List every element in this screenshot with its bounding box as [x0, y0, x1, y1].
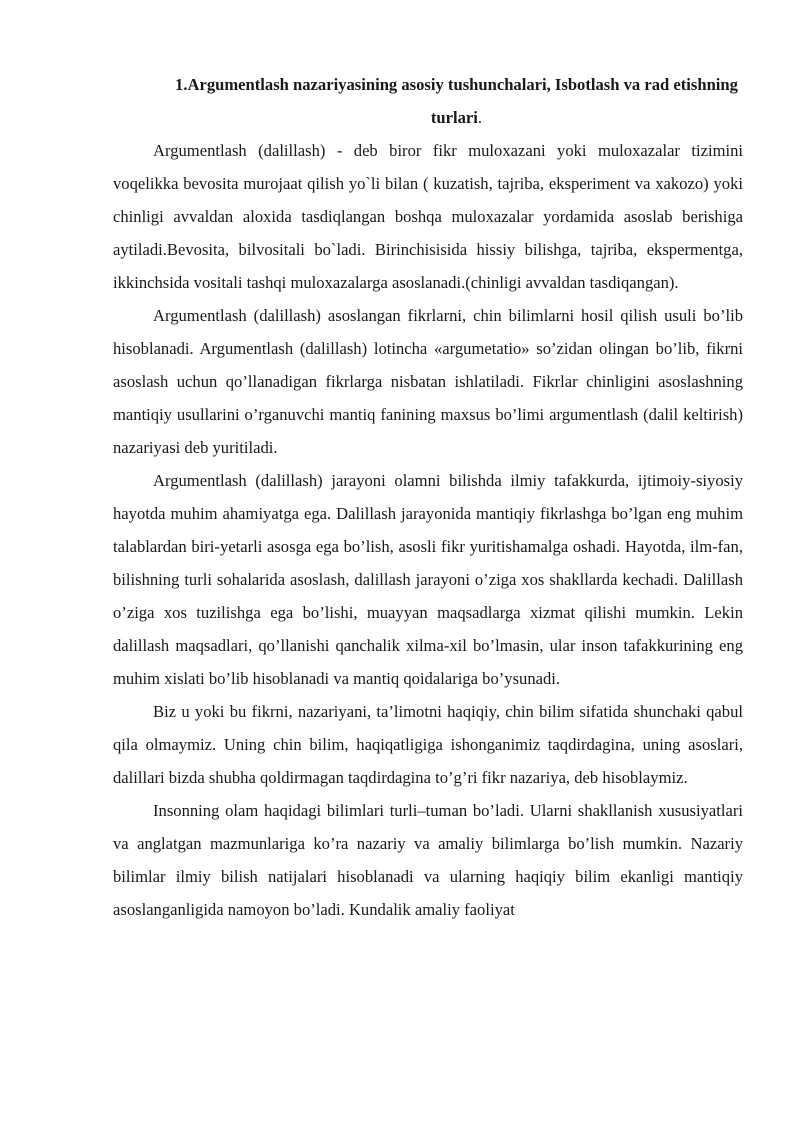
paragraph-5: Insonning olam haqidagi bilimlari turli–tuman bo’ladi. Ularni shakllanish xususiyatlari va anglatgan mazmunlariga ko’ra nazariy va amaliy bilimlarga bo’lish mumkin. Nazariy bilimlar ilmiy bilish natijalari hisoblanadi va ularning haqiqiy bilim ekanligi mantiqiy asoslanganligida namoyon bo’ladi. Kundalik amaliy faoliyat [113, 801, 743, 919]
paragraph-3: Argumentlash (dalillash) jarayoni olamni bilishda ilmiy tafakkurda, ijtimoiy-siyosiy hayotda muhim ahamiyatga ega. Dalillash jarayonida mantiqiy fikrlashga bo’lgan eng muhim talablardan biri-yetarli asosga ega bo’lish, asosli fikr yuritishamalga oshadi. Hayotda, ilm-fan, bilishning turli sohalarida asoslash, dalillash jarayoni o’ziga xos shakllarda kechadi. Dalillash o’ziga xos tuzilishga ega bo’lishi, muayyan maqsadlarga xizmat qilishi mumkin. Lekin dalillash maqsadlari, qo’llanishi qanchalik xilma-xil bo’lmasin, ular inson tafakkurining eng muhim xislati bo’lib hisoblanadi va mantiq qoidalariga bo’ysunadi. [113, 471, 743, 688]
paragraph-1: Argumentlash (dalillash) - deb biror fikr muloxazani yoki muloxazalar tizimini voqelikka bevosita murojaat qilish yo`li bilan ( kuzatish, tajriba, eksperiment va xakozo) yoki chinligi avvaldan aloxida tasdiqlangan boshqa muloxazalar yordamida asoslab berishiga aytiladi.Bevosita, bilvositali bo`ladi. Birinchisisida hissiy bilishga, tajriba, ekspermentga, ikkinchsida vositali tashqi muloxazalarga asoslanadi.(chinligi avvaldan tasdiqangan). [113, 141, 743, 292]
paragraph-2: Argumentlash (dalillash) asoslangan fikrlarni, chin bilimlarni hosil qilish usuli bo’lib hisoblanadi. Argumentlash (dalillash) lotincha «argumetatio» so’zidan olingan bo’lib, fikrni asoslash uchun qo’llanadigan fikrlarga nisbatan ishlatiladi. Fikrlar chinligini asoslashning mantiqiy usullarini o’rganuvchi mantiq fanining maxsus bo’limi argumentlash (dalil keltirish) nazariyasi deb yuritiladi. [113, 306, 743, 457]
section-heading [113, 68, 743, 134]
document-body [113, 68, 743, 926]
paragraph-4: Biz u yoki bu fikrni, nazariyani, ta’limotni haqiqiy, chin bilim sifatida shunchaki qabul qila olmaymiz. Uning chin bilim, haqiqatligiga ishonganimiz taqdirdagina, uning asoslari, dalillari bizda shubha qoldirmagan taqdirdagina to’g’ri fikr nazariya, deb hisoblaymiz. [113, 702, 743, 787]
section-heading-period: . [477, 108, 483, 127]
section-heading-text: 1.Argumentlash nazariyasining asosiy tushunchalari, Isbotlash va rad etishning turlari [175, 75, 738, 127]
